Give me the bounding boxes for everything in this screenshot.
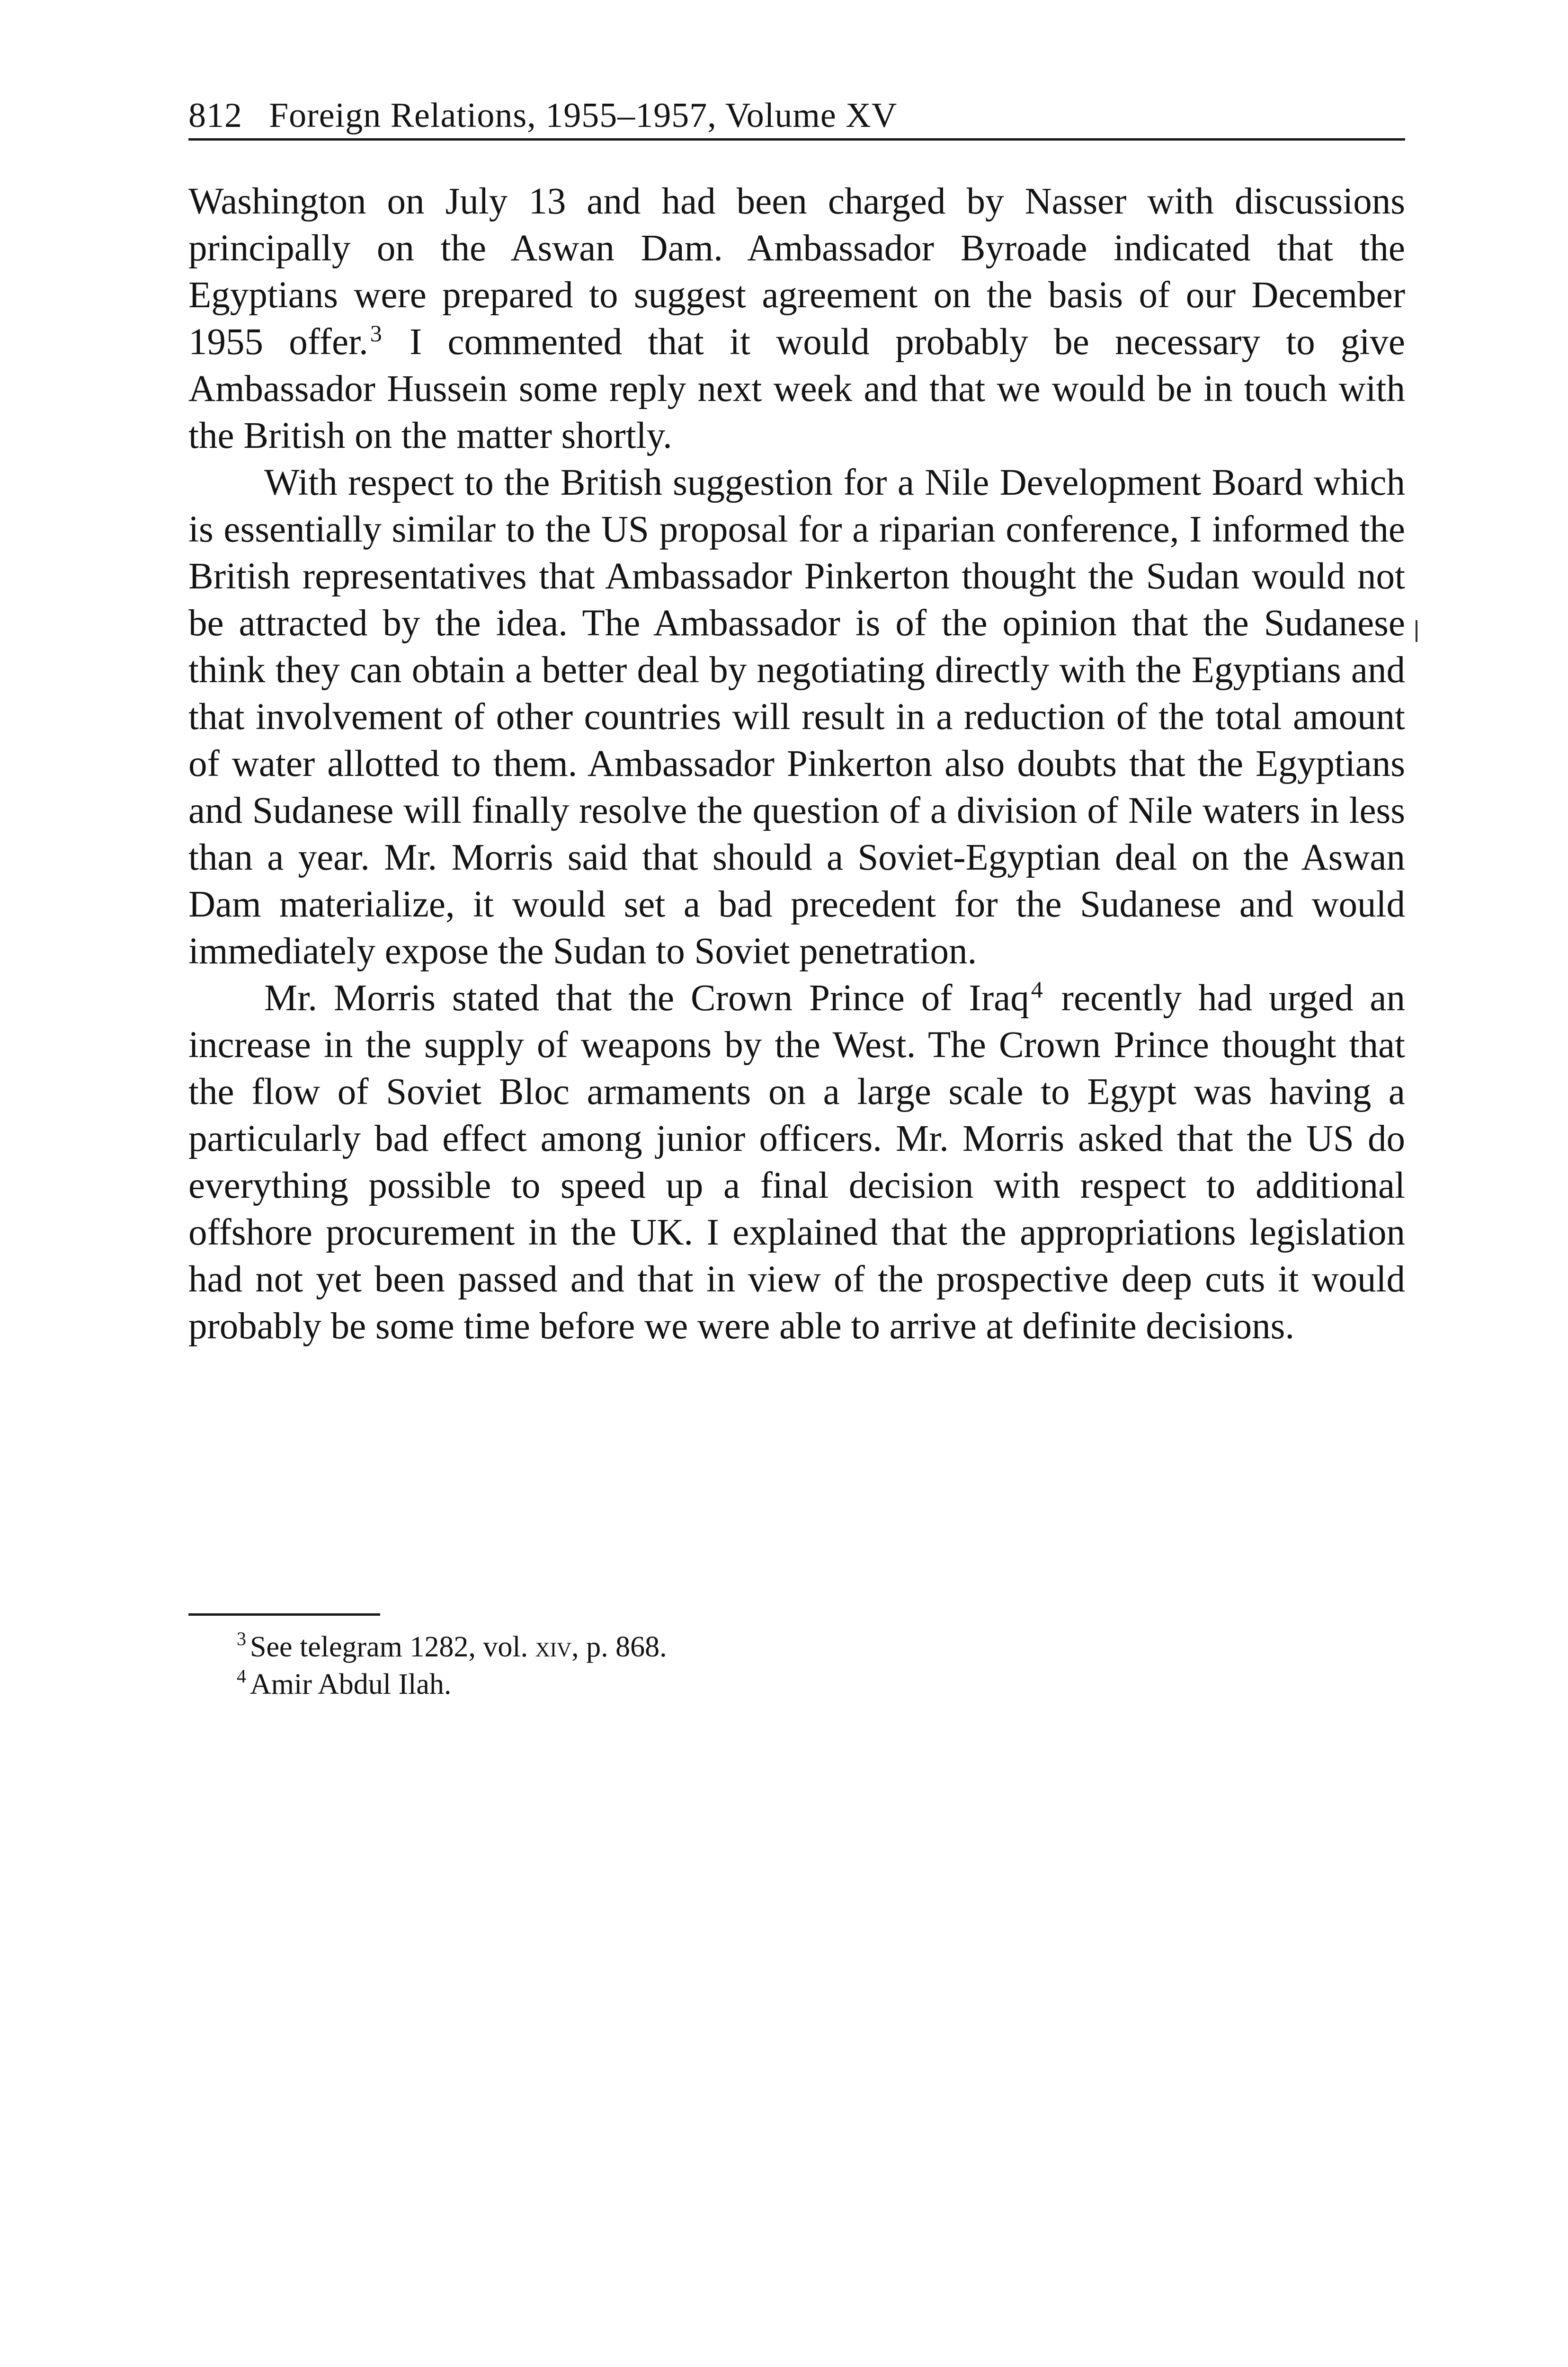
footnote-text: See telegram 1282, vol. bbox=[250, 1631, 535, 1663]
footnote-marker: 4 bbox=[237, 1665, 246, 1687]
body-text bbox=[188, 178, 1405, 1350]
paragraph-1 bbox=[188, 178, 1405, 459]
footnote-text: , p. 868. bbox=[571, 1631, 667, 1663]
running-head-title: Foreign Relations, 1955–1957, Volume XV bbox=[269, 96, 898, 135]
paragraph-text: recently had urged an increase in the supply of weapons by the West. The Crown Prince thought that the flow of Soviet Bloc armaments on a large scale to Egypt was having a particularly bad effect among junior officers. Mr. Morris asked that the US do everything possible to speed up a final decision with respect to additional offshore procurement in the UK. I explained that the appropriations legislation had not yet been passed and that in view of the prospective deep cuts it would probably be some time before we were able to arrive at definite decisions. bbox=[188, 978, 1405, 1347]
paragraph-text: Mr. Morris stated that the Crown Prince of Iraq bbox=[264, 978, 1029, 1019]
footnote-volume: xiv bbox=[535, 1631, 572, 1663]
footnotes bbox=[237, 1628, 1373, 1703]
margin-mark bbox=[1416, 620, 1417, 642]
paragraph-text: I commented that it would probably be necessary to give Ambassador Hussein some reply next week and that we would be in touch with the British on the matter shortly. bbox=[188, 321, 1405, 456]
paragraph-3 bbox=[188, 975, 1405, 1350]
page-number: 812 bbox=[188, 96, 242, 135]
paragraph-2: With respect to the British suggestion for a Nile Development Board which is essentially similar to the US proposal for a riparian conference, I informed the British representatives that Ambassador Pinkerton thought the Sudan would not be attracted by the idea. The Ambassador is of the opinion that the Sudanese think they can obtain a better deal by negotiating directly with the Egyptians and that involvement of other countries will result in a reduction of the total amount of water allotted to them. Ambassador Pinkerton also doubts that the Egyptians and Sudanese will finally resolve the question of a division of Nile waters in less than a year. Mr. Morris said that should a Soviet-Egyptian deal on the Aswan Dam materialize, it would set a bad precedent for the Sudanese and would immediately expose the Sudan to Soviet penetration. bbox=[188, 462, 1405, 972]
footnote-reference-4: 4 bbox=[1031, 976, 1043, 1003]
footnote-3 bbox=[237, 1628, 1373, 1666]
footnote-rule bbox=[188, 1613, 380, 1616]
footnote-4 bbox=[237, 1666, 1373, 1703]
paragraph-text: Washington on July 13 and had been charged by Nasser with discussions principally on the Aswan Dam. Ambassador Byroade indicated that the Egyptians were prepared to suggest agreement on the basis of our December 1955 offer. bbox=[188, 181, 1405, 363]
footnote-marker: 3 bbox=[237, 1628, 246, 1649]
footnote-text: Amir Abdul Ilah. bbox=[250, 1668, 452, 1700]
footnote-reference-3: 3 bbox=[370, 320, 382, 347]
running-head bbox=[188, 93, 1405, 141]
